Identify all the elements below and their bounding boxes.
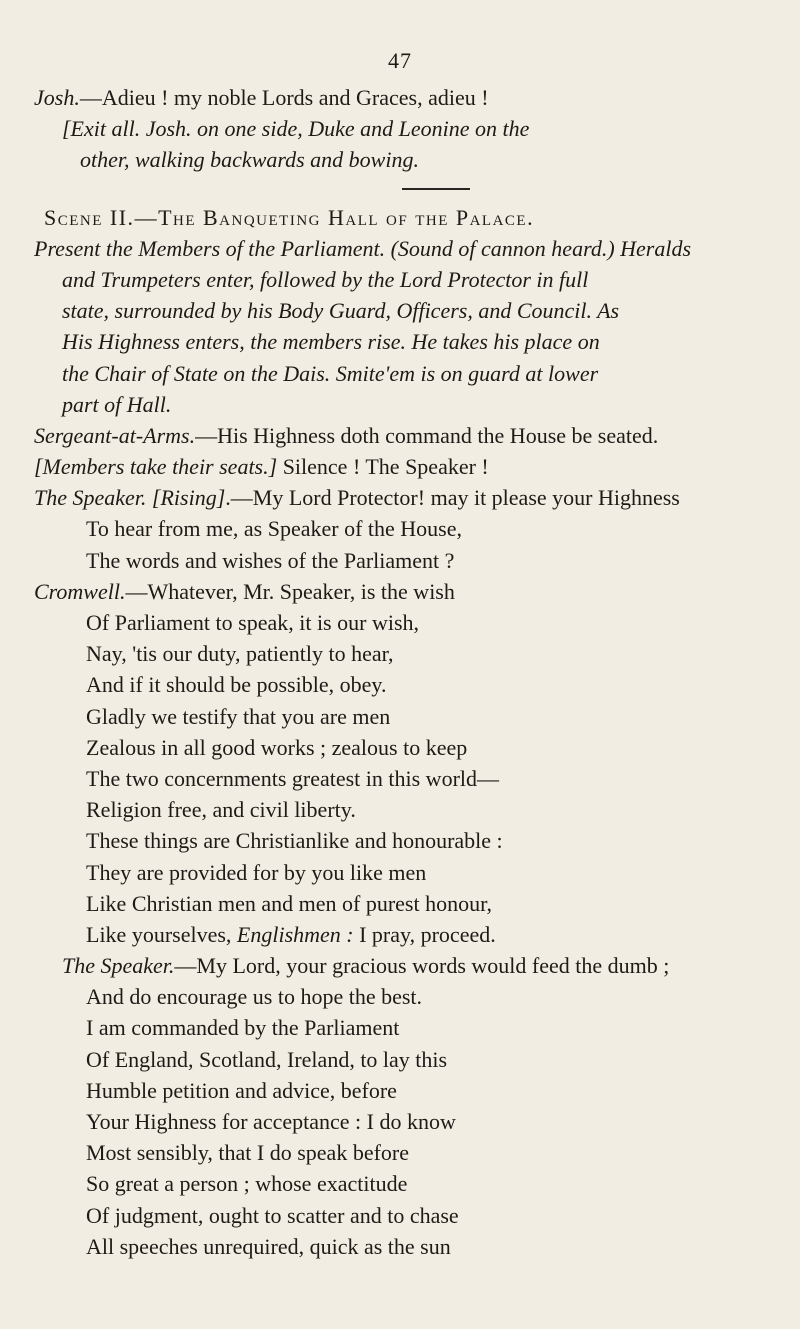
verse-line: Of Parliament to speak, it is our wish, xyxy=(86,610,420,635)
verse-line: And do encourage us to hope the best. xyxy=(86,984,423,1010)
verse-line: Your Highness for acceptance : I do know xyxy=(86,1109,456,1134)
dialogue-line: Cromwell.—Whatever, Mr. Speaker, is the wish xyxy=(34,578,455,604)
stage-direction: [Exit all. Josh. on one side, Duke and Leonine on the xyxy=(62,116,530,142)
play-text xyxy=(34,82,774,1262)
stage-direction: the Chair of State on the Dais. Smite'em is on guard at lower xyxy=(62,360,599,386)
verse-line: Nay, 'tis our duty, patiently to hear, xyxy=(86,641,394,667)
verse-line: Humble petition and advice, before xyxy=(86,1077,397,1103)
stage-direction: state, surrounded by his Body Guard, Officers, and Council. As xyxy=(62,298,620,324)
verse-line: The two concernments greatest in this world— xyxy=(86,765,500,791)
verse-line: These things are Christianlike and honourable : xyxy=(86,828,503,854)
dialogue-line: Josh.—Adieu ! my noble Lords and Graces, adieu ! xyxy=(34,85,489,110)
verse-line: All speeches unrequired, quick as the sun xyxy=(86,1233,451,1259)
verse-line: And if it should be possible, obey. xyxy=(86,672,387,698)
verse-line: Zealous in all good works ; zealous to keep xyxy=(86,734,468,760)
verse-line: Gladly we testify that you are men xyxy=(86,703,391,729)
section-divider xyxy=(34,176,774,202)
stage-direction: [Rising] xyxy=(151,485,226,511)
speaker-name: Cromwell. xyxy=(34,578,126,604)
verse-line: Religion free, and civil liberty. xyxy=(86,797,356,823)
speaker-name: Josh. xyxy=(34,85,80,110)
emphasis: Englishmen : xyxy=(236,921,354,947)
dialogue-line: The Speaker. [Rising].—My Lord Protector! may it please your Highness xyxy=(34,485,680,511)
verse-line: Most sensibly, that I do speak before xyxy=(86,1140,410,1166)
stage-direction: and Trumpeters enter, followed by the Lord Protector in full xyxy=(62,266,589,292)
dialogue-line: [Members take their seats.] Silence ! The Speaker ! xyxy=(34,454,489,480)
stage-direction: His Highness enters, the members rise. He takes his place on xyxy=(62,329,600,355)
dialogue-line: The Speaker.—My Lord, your gracious words would feed the dumb ; xyxy=(62,953,670,979)
speaker-name: The Speaker. xyxy=(62,953,175,979)
verse-line: The words and wishes of the Parliament ? xyxy=(86,547,455,573)
verse-line: I am commanded by the Parliament xyxy=(86,1015,400,1041)
verse-line: They are provided for by you like men xyxy=(86,859,427,885)
verse-line: Like Christian men and men of purest honour, xyxy=(86,890,493,916)
verse-line: Of judgment, ought to scatter and to chase xyxy=(86,1202,459,1228)
scene-heading: Scene II.—The Banqueting Hall of the Palace. xyxy=(44,204,535,230)
verse-line: So great a person ; whose exactitude xyxy=(86,1171,408,1197)
stage-direction: part of Hall. xyxy=(62,391,172,417)
speaker-name: Sergeant-at-Arms. xyxy=(34,422,196,448)
page-number: 47 xyxy=(388,48,412,73)
verse-line: Of England, Scotland, Ireland, to lay this xyxy=(86,1046,448,1072)
stage-direction: Present the Members of the Parliament. (Sound of cannon heard.) Heralds xyxy=(34,235,692,261)
stage-direction: [Members take their seats.] xyxy=(34,454,278,480)
stage-direction: other, walking backwards and bowing. xyxy=(80,147,419,173)
dialogue-line: Sergeant-at-Arms.—His Highness doth command the House be seated. xyxy=(34,422,659,448)
verse-line: To hear from me, as Speaker of the House, xyxy=(86,516,462,542)
speaker-name: The Speaker. xyxy=(34,485,147,511)
verse-line: Like yourselves, Englishmen : I pray, proceed. xyxy=(86,921,496,947)
